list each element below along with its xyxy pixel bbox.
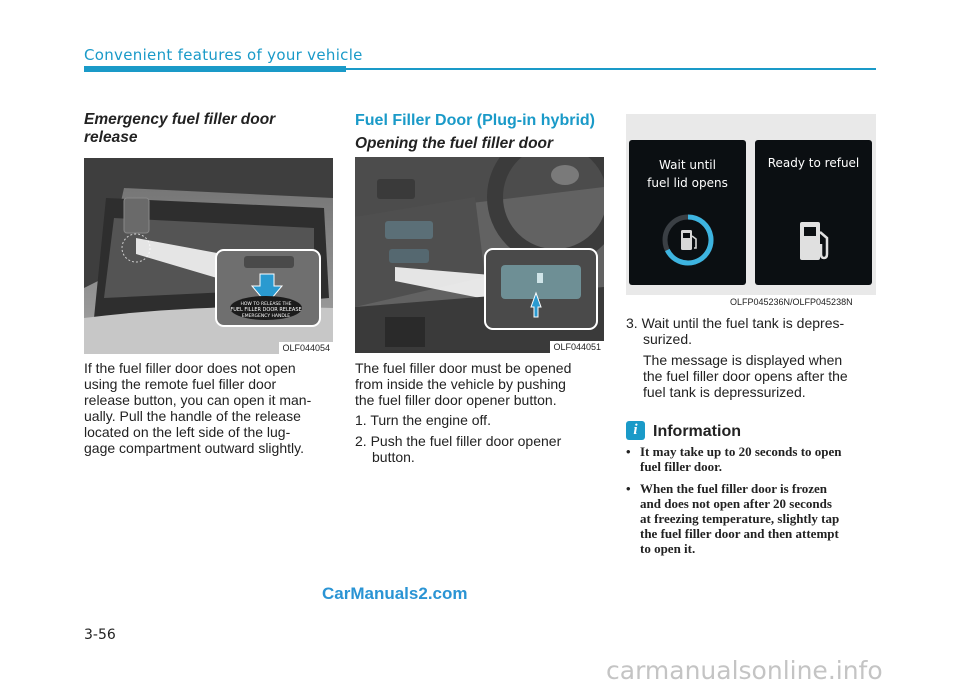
release-label-line1: HOW TO RELEASE THE <box>240 302 292 307</box>
wait-message: Wait until fuel lid opens <box>647 158 728 190</box>
info-icon: i <box>626 421 645 440</box>
fuel-filler-door-title: Fuel Filler Door (Plug-in hybrid) <box>355 112 595 129</box>
filler-door-body: The fuel filler door must be opened from inside the vehicle by pushing the fuel filler door opener button. <box>355 360 572 408</box>
dashboard-button-figure <box>355 157 604 353</box>
display-wait-panel <box>629 140 746 285</box>
section-header: Convenient features of your vehicle <box>84 46 363 64</box>
emergency-release-title: Emergency fuel filler door release <box>84 111 276 146</box>
step-3: 3. Wait until the fuel tank is depres- surized. <box>626 315 845 347</box>
header-rule <box>346 68 876 70</box>
step-2: 2. Push the fuel filler door opener button. <box>355 433 562 465</box>
figure-caption: OLF044051 <box>550 341 604 353</box>
cluster-display-figure <box>626 114 876 295</box>
watermark-link[interactable]: CarManuals2.com <box>322 584 468 603</box>
figure-caption: OLF044054 <box>279 342 333 354</box>
ready-message: Ready to refuel <box>767 156 860 170</box>
progress-ring-icon <box>660 212 716 268</box>
page-number: 3-56 <box>84 627 116 643</box>
figure-caption: OLFP045236N/OLFP045238N <box>730 297 853 307</box>
emergency-release-body: If the fuel filler door does not open using the remote fuel filler door release button, you can open it man- ually. Pull the handle of the release located on the left side of the lug- gage compartment outward slightly. <box>84 360 312 456</box>
bullet-dot: • <box>626 481 631 496</box>
info-bullet-1: • It may take up to 20 seconds to open fuel filler door. <box>626 444 842 474</box>
info-bullet-2: • When the fuel filler door is frozen and does not open after 20 seconds at freezing temperature, slightly tap the fuel filler door and then attempt to open it. <box>626 481 840 556</box>
trunk-release-figure <box>84 158 333 354</box>
header-accent-bar <box>84 66 346 72</box>
step-1: 1. Turn the engine off. <box>355 412 491 428</box>
display-ready-panel <box>755 140 872 285</box>
watermark-footer[interactable]: carmanualsonline.info <box>606 656 883 685</box>
opening-filler-door-subtitle: Opening the fuel filler door <box>355 135 554 152</box>
info-title: Information <box>653 423 741 440</box>
fuel-pump-icon <box>795 216 835 266</box>
dashboard-illustration <box>355 157 604 353</box>
release-label-line3: EMERGENCY HANDLE <box>241 314 291 319</box>
depressurized-message-body: The message is displayed when the fuel filler door opens after the fuel tank is depressurized. <box>643 352 848 400</box>
release-label-line2: FUEL FILLER DOOR RELEASE <box>230 307 302 313</box>
trunk-illustration <box>84 158 333 354</box>
bullet-dot: • <box>626 444 631 459</box>
